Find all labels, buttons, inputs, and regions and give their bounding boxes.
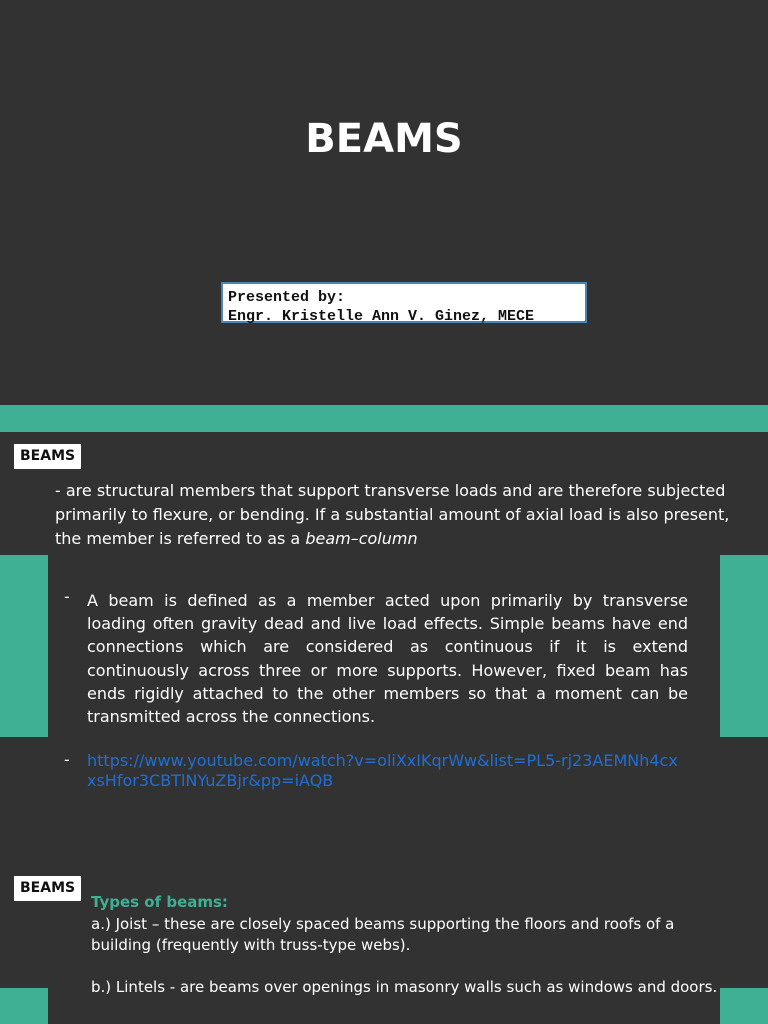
right-accent-bar-2: [720, 988, 768, 1024]
bullet1-paragraph: A beam is defined as a member acted upon primarily by transverse loading often gravity dead and live load effects. Simple beams have end connections which are considered as continuous if it is extend continuously across three or more supports. However, fixed beam has ends rigidly attached to the other members so that a moment can be transmitted across the connections.: [87, 591, 688, 727]
youtube-link[interactable]: https://www.youtube.com/watch?v=oliXxIKqrWw&list=PL5-rj23AEMNh4cxxsHfor3CBTlNYuZBjr&pp=iAQB: [87, 751, 678, 790]
type-a-text: a.) Joist – these are closely spaced beams supporting the floors and roofs of a building (frequently with truss-type webs).: [91, 915, 675, 954]
presenter-box: [221, 282, 587, 323]
types-heading-text: Types of beams:: [91, 893, 228, 911]
slide-divider-band: [0, 405, 768, 432]
section-tag-2: BEAMS: [14, 876, 81, 901]
left-accent-bar-2: [0, 988, 48, 1024]
bullet2-dash: -: [64, 750, 70, 769]
presenter-name: Engr. Kristelle Ann V. Ginez, MECE: [228, 308, 535, 325]
types-heading: [91, 892, 721, 913]
presenter-label: Presented by:: [228, 289, 346, 306]
type-b-text: b.) Lintels - are beams over openings in masonry walls such as windows and doors.: [91, 978, 718, 996]
definition-text: are structural members that support transverse loads and are therefore subjected primarily to flexure, or bending. If a substantial amount of axial load is also present, the member is referred to as a: [55, 481, 730, 548]
bullet1-dash: -: [64, 587, 70, 606]
title-slide: [0, 0, 768, 405]
definition-dash: -: [55, 481, 61, 500]
slide-title: BEAMS: [305, 116, 463, 162]
definition-italic-term: beam–column: [305, 529, 418, 548]
content-slide: [0, 432, 768, 1024]
definition-paragraph: [55, 479, 745, 551]
bullet2-paragraph: [87, 751, 687, 791]
section-tag: BEAMS: [14, 444, 81, 469]
left-accent-bar: [0, 555, 48, 737]
right-accent-bar: [720, 555, 768, 737]
